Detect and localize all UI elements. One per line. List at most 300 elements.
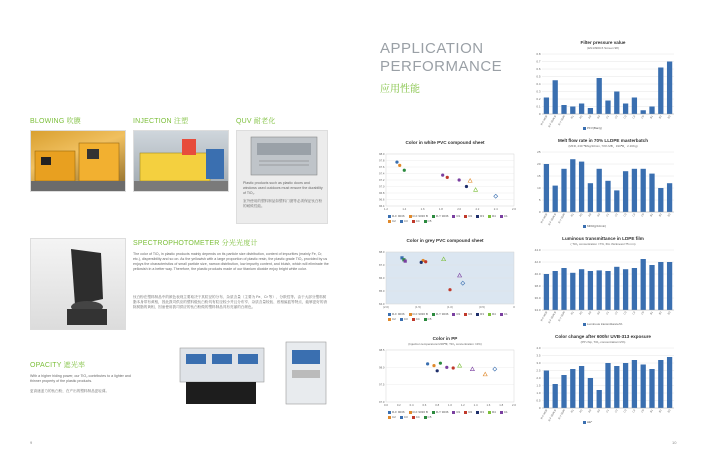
bar xyxy=(667,62,672,115)
x-tick-label: R1 xyxy=(570,213,575,218)
chart-title: Melt flow rate in 70% LLDPE masterbatch xyxy=(557,138,649,143)
legend-item xyxy=(409,410,428,414)
opacity-text-cn: 更高遮盖力的钛白粉，在产出的塑料制品更轻薄。 xyxy=(30,389,110,393)
y-tick-label: 4.0 xyxy=(536,346,541,350)
legend-item xyxy=(464,410,472,414)
legend-swatch xyxy=(424,416,427,419)
data-point xyxy=(439,362,442,365)
legend-item xyxy=(409,214,428,218)
x-tick-label: R4 xyxy=(596,311,602,316)
legend-swatch xyxy=(500,215,503,218)
legend-label: C4 xyxy=(415,415,420,419)
legend-label: C1 xyxy=(503,214,508,218)
injection-title: INJECTION 注塑 xyxy=(133,118,189,125)
data-point xyxy=(448,288,451,291)
bar xyxy=(614,366,619,408)
x-tick-label: C3 xyxy=(623,115,628,120)
bar xyxy=(570,107,575,115)
x-tick-label: R3 xyxy=(588,311,593,316)
bar xyxy=(641,259,646,310)
data-point xyxy=(458,178,461,181)
legend-label: R1 xyxy=(456,410,461,414)
bar xyxy=(553,80,558,114)
legend-swatch xyxy=(412,220,415,223)
data-point xyxy=(403,169,406,172)
legend-label: C2 xyxy=(392,219,396,223)
data-point xyxy=(465,185,468,188)
x-tick-label: R3 xyxy=(588,213,593,218)
x-tick-label: 0.0 xyxy=(384,403,388,407)
x-tick-label: R3 xyxy=(588,115,593,120)
legend-label: PFV(Bar/g) xyxy=(587,126,603,130)
legend-swatch xyxy=(488,215,491,218)
x-tick-label: C5 xyxy=(640,409,646,414)
legend-label: R2 xyxy=(468,410,473,414)
y-tick-label: 0.2 xyxy=(536,97,541,101)
bar xyxy=(544,98,549,115)
x-tick-label: R2 xyxy=(579,213,584,218)
y-tick-label: 0.5 xyxy=(536,74,541,79)
legend-swatch xyxy=(409,215,412,218)
right-page-number: 10 xyxy=(672,440,677,445)
x-tick-label: R-F 9036 B xyxy=(547,115,558,128)
x-tick-label: C3 xyxy=(623,213,628,218)
legend-swatch xyxy=(400,220,403,223)
legend-item xyxy=(388,312,405,316)
bar xyxy=(579,269,584,310)
bar xyxy=(579,104,584,115)
y-tick-label: 97.0 xyxy=(379,184,385,189)
x-tick-label: 0.8 xyxy=(435,403,440,407)
bar xyxy=(641,365,646,409)
legend-item xyxy=(424,317,432,321)
x-tick-label: C3 xyxy=(623,409,628,414)
bar xyxy=(632,169,637,212)
y-tick-label: 0 xyxy=(538,210,541,214)
bar xyxy=(605,101,610,115)
data-point xyxy=(398,164,401,167)
legend-label: C1 xyxy=(503,312,508,316)
chart-luminous-transmittance xyxy=(528,236,678,328)
x-tick-label: 2.0 xyxy=(512,403,516,407)
y-tick-label: 86.0 xyxy=(379,276,385,280)
bar xyxy=(614,92,619,115)
legend-swatch xyxy=(412,416,415,419)
legend-swatch xyxy=(464,313,467,316)
x-tick-label: 2.4 xyxy=(493,207,498,211)
x-tick-label: B2 xyxy=(658,409,663,414)
blowing-photo xyxy=(30,130,126,192)
y-tick-label: 96.4 xyxy=(379,204,385,208)
y-tick-label: 97.8 xyxy=(379,158,385,163)
y-tick-label: 34.0 xyxy=(534,308,541,312)
x-tick-label: R-F 9036 B xyxy=(547,409,558,422)
x-tick-label: R-Y 9036 xyxy=(557,311,566,322)
x-tick-label: B3 xyxy=(667,115,672,120)
legend-item xyxy=(388,415,396,419)
x-tick-label: (1.5) xyxy=(415,305,421,309)
bar xyxy=(588,271,593,310)
bar xyxy=(614,190,619,212)
data-point xyxy=(404,260,407,263)
chart-subtitle: ( TiO₂ concentration =7%, film thickness=75 mm) xyxy=(570,242,636,246)
legend-label: C4 xyxy=(415,317,420,321)
x-tick-label: B2 xyxy=(658,115,663,120)
x-tick-label: 0.4 xyxy=(409,403,414,407)
legend-label: R4 xyxy=(492,410,496,414)
data-point xyxy=(432,364,435,367)
chart-legend xyxy=(583,224,606,228)
legend-item xyxy=(464,312,472,316)
chart-title: Filter pressure value xyxy=(580,40,626,45)
chart-melt-flow xyxy=(528,138,678,230)
bar xyxy=(632,268,637,310)
legend-label: R-F 9036 B xyxy=(412,312,428,316)
legend-item xyxy=(500,410,508,414)
x-tick-label: C1 xyxy=(605,115,610,120)
legend-swatch xyxy=(583,225,586,228)
quv-text-en: Plastic products such as plastic doors and windows used outdoors must ensure the durability of TiO₂. xyxy=(243,181,323,195)
bar xyxy=(649,174,654,212)
data-point xyxy=(446,176,449,179)
x-tick-label: 1.4 xyxy=(402,207,407,211)
bar xyxy=(544,164,549,212)
plot-area xyxy=(386,350,514,402)
legend-swatch xyxy=(388,411,391,414)
legend-swatch xyxy=(476,215,479,218)
legend-item xyxy=(488,410,496,414)
y-tick-label: 96.8 xyxy=(379,191,385,195)
legend-label: R-Y 9036 xyxy=(435,312,449,316)
x-tick-label: B1 xyxy=(649,213,654,218)
chart-title: Color in grey PVC compound sheet xyxy=(406,238,484,243)
legend-item xyxy=(500,214,508,218)
x-tick-label: C1 xyxy=(605,409,610,414)
x-tick-label: R1 xyxy=(570,115,575,120)
x-tick-label: R-F 9036 xyxy=(540,311,549,322)
legend-swatch xyxy=(488,411,491,414)
legend-item xyxy=(388,214,405,218)
opacity-meter-illustration xyxy=(176,340,332,410)
legend-item xyxy=(583,322,622,326)
x-tick-label: B3 xyxy=(667,311,672,316)
x-tick-label: B3 xyxy=(667,213,672,218)
quv-tester-illustration xyxy=(237,131,329,179)
legend-label: R-F 9036 xyxy=(392,214,405,218)
y-tick-label: 2.0 xyxy=(536,376,541,380)
chart-title: Luminous transmittance in LDPE film xyxy=(562,236,644,241)
y-tick-label: 84.0 xyxy=(379,302,385,306)
bar xyxy=(649,107,654,115)
chart-subtitle: (PP chip, TiO₂ concentration=2%) xyxy=(580,340,626,344)
y-tick-label: 0.8 xyxy=(536,52,541,56)
bar xyxy=(544,371,549,409)
legend-item xyxy=(400,219,408,223)
legend-label: R3 xyxy=(480,214,485,218)
legend-swatch xyxy=(400,318,403,321)
x-tick-label: R1 xyxy=(570,409,575,414)
opacity-title: OPACITY 遮光率 xyxy=(30,362,86,369)
y-tick-label: 5 xyxy=(538,198,541,202)
x-tick-label: B1 xyxy=(649,409,654,414)
legend-label: R2 xyxy=(468,312,473,316)
x-tick-label: 2.2 xyxy=(475,207,480,211)
x-tick-label: B1 xyxy=(649,115,654,120)
legend-label: ΔE* xyxy=(587,420,593,424)
bar xyxy=(553,271,558,310)
bar xyxy=(641,110,646,114)
x-tick-label: R2 xyxy=(579,115,584,120)
x-tick-label: R3 xyxy=(588,409,593,414)
spectro-title: SPECTROPHOTOMETER 分光光度计 xyxy=(133,240,258,247)
legend-label: C4 xyxy=(415,219,420,223)
spectro-photo xyxy=(30,238,126,330)
x-tick-label: R-F 9036 B xyxy=(547,311,558,324)
bar xyxy=(623,171,628,212)
legend-label: R3 xyxy=(480,410,485,414)
blowing-machine-illustration xyxy=(31,131,126,192)
bar-chart-svg xyxy=(528,40,678,132)
legend-label: R2 xyxy=(468,214,473,218)
legend-label: C3 xyxy=(403,219,408,223)
x-tick-label: 1.8 xyxy=(499,403,504,407)
legend-swatch xyxy=(583,421,586,424)
legend-swatch xyxy=(476,313,479,316)
y-tick-label: 0.4 xyxy=(536,82,541,86)
x-tick-label: R-F 9036 xyxy=(540,115,549,126)
bar xyxy=(667,357,672,408)
legend-item xyxy=(432,410,449,414)
legend-label: C1 xyxy=(503,410,508,414)
bar-chart-svg xyxy=(528,236,678,328)
x-tick-label: 1.2 xyxy=(384,207,388,211)
y-tick-label: 1.5 xyxy=(536,383,541,388)
legend-swatch xyxy=(409,313,412,316)
data-point xyxy=(420,261,423,264)
x-tick-label: C3 xyxy=(623,311,628,316)
legend-item xyxy=(412,415,420,419)
x-tick-label: C4 xyxy=(632,115,637,120)
chart-subtitle: (MFR, 230 ℃/kg/10min, 70% MB，190℃，2.16Kg) xyxy=(568,144,638,148)
x-tick-label: C1 xyxy=(605,213,610,218)
chart-legend xyxy=(388,410,516,419)
y-tick-label: 97.5 xyxy=(379,382,385,387)
bar xyxy=(561,105,566,114)
bar xyxy=(623,363,628,408)
y-tick-label: 38.0 xyxy=(534,284,541,288)
data-point xyxy=(424,260,427,263)
bar xyxy=(588,108,593,114)
y-tick-label: 98.0 xyxy=(379,152,385,156)
x-tick-label: R4 xyxy=(596,115,602,120)
x-tick-label: (2.0) xyxy=(383,305,389,309)
bar xyxy=(570,273,575,310)
legend-label: C3 xyxy=(403,317,408,321)
legend-item xyxy=(388,410,405,414)
legend-item xyxy=(400,415,408,419)
legend-label: R-Y 9036 xyxy=(435,214,449,218)
injection-photo xyxy=(133,130,229,192)
y-tick-label: 88.0 xyxy=(379,250,385,254)
y-tick-label: 96.6 xyxy=(379,197,385,202)
bar-chart-svg xyxy=(528,138,678,230)
chart-title: Color change after 600hr UVB-313 exposure xyxy=(555,334,651,339)
bar xyxy=(553,384,558,408)
x-tick-label: R4 xyxy=(596,213,602,218)
legend-swatch xyxy=(388,416,391,419)
chart-white-pvc xyxy=(370,140,520,232)
legend-swatch xyxy=(388,313,391,316)
legend-label: R4 xyxy=(492,312,496,316)
bar xyxy=(632,98,637,115)
y-tick-label: 0.3 xyxy=(536,89,541,94)
x-tick-label: C2 xyxy=(614,409,619,414)
legend-item xyxy=(412,219,420,223)
data-point xyxy=(441,174,444,177)
heading-cn: 应用性能 xyxy=(380,84,420,95)
x-tick-label: R-Y 9036 xyxy=(557,213,566,224)
legend-swatch xyxy=(583,127,586,130)
bar xyxy=(597,270,602,310)
bar xyxy=(614,267,619,310)
legend-label: C5 xyxy=(427,317,432,321)
legend-label: Luminous transmittance/% xyxy=(587,322,623,326)
chart-pp xyxy=(370,336,520,428)
bar xyxy=(623,104,628,115)
bar xyxy=(544,274,549,310)
legend-swatch xyxy=(432,313,435,316)
bar xyxy=(605,363,610,408)
chart-grey-pvc xyxy=(370,238,520,330)
legend-item xyxy=(432,214,449,218)
legend-swatch xyxy=(464,215,467,218)
y-tick-label: 0.5 xyxy=(536,398,541,403)
x-tick-label: R-Y 9036 xyxy=(557,409,566,420)
data-point xyxy=(445,366,448,369)
x-tick-label: B1 xyxy=(649,311,654,316)
data-point xyxy=(436,369,439,372)
bar xyxy=(561,268,566,310)
x-tick-label: C1 xyxy=(605,311,610,316)
legend-swatch xyxy=(388,318,391,321)
chart-filter-pressure xyxy=(528,40,678,132)
x-tick-label: C2 xyxy=(614,115,619,120)
x-tick-label: C4 xyxy=(632,213,637,218)
legend-item xyxy=(488,214,496,218)
legend-swatch xyxy=(432,215,435,218)
bar xyxy=(658,262,663,310)
y-tick-label: 0.7 xyxy=(536,59,541,64)
y-tick-label: 10 xyxy=(537,186,541,190)
bar xyxy=(579,366,584,408)
y-tick-label: 1.0 xyxy=(536,391,541,395)
bar xyxy=(579,162,584,212)
x-tick-label: (1.0) xyxy=(447,305,453,309)
legend-label: R-F 9036 xyxy=(392,410,405,414)
bar xyxy=(588,183,593,212)
bar xyxy=(588,378,593,408)
legend-swatch xyxy=(388,215,391,218)
legend-swatch xyxy=(388,220,391,223)
legend-item xyxy=(476,214,484,218)
bar xyxy=(597,390,602,408)
y-tick-label: 97.4 xyxy=(379,171,385,176)
bar-chart-svg xyxy=(528,334,678,426)
x-tick-label: C4 xyxy=(632,311,637,316)
y-tick-label: 40.0 xyxy=(534,272,541,276)
y-tick-label: 85.0 xyxy=(379,289,385,293)
x-tick-label: 2.6 xyxy=(512,207,516,211)
bar xyxy=(649,369,654,408)
x-tick-label: 1.2 xyxy=(460,403,465,407)
x-tick-label: B2 xyxy=(658,311,663,316)
heading-line2: PERFORMANCE xyxy=(380,58,503,75)
y-tick-label: 42.0 xyxy=(534,260,541,264)
y-tick-label: 0.6 xyxy=(536,67,541,71)
y-tick-label: 97.2 xyxy=(379,178,385,182)
y-tick-label: 25 xyxy=(537,150,541,154)
legend-item xyxy=(400,317,408,321)
legend-swatch xyxy=(452,215,455,218)
x-tick-label: B2 xyxy=(658,213,663,218)
legend-label: MFR(g/10min) xyxy=(587,224,607,228)
y-tick-label: 0 xyxy=(538,112,541,116)
legend-swatch xyxy=(500,411,503,414)
bar xyxy=(561,375,566,408)
legend-swatch xyxy=(400,416,403,419)
chart-legend xyxy=(583,420,592,424)
chart-legend xyxy=(388,312,516,321)
legend-label: R-Y 9036 xyxy=(435,410,449,414)
chart-legend xyxy=(583,126,602,130)
chart-title: Color in PP xyxy=(432,336,458,341)
x-tick-label: C2 xyxy=(614,311,619,316)
x-tick-label: 0.2 xyxy=(396,403,401,407)
data-point xyxy=(426,362,429,365)
quv-title: QUV 耐老化 xyxy=(236,118,276,125)
legend-swatch xyxy=(500,313,503,316)
bar xyxy=(597,78,602,114)
x-tick-label: C5 xyxy=(640,115,646,120)
y-tick-label: 3.5 xyxy=(536,353,541,358)
x-tick-label: C2 xyxy=(614,213,619,218)
y-tick-label: 97.6 xyxy=(379,165,385,169)
x-tick-label: R-F 9036 xyxy=(540,213,549,224)
legend-label: C3 xyxy=(403,415,408,419)
legend-swatch xyxy=(488,313,491,316)
legend-item xyxy=(424,219,432,223)
x-tick-label: R4 xyxy=(596,409,602,414)
bar xyxy=(641,169,646,212)
chart-subtitle: (EN13900-5 Screen 98) xyxy=(587,46,619,50)
y-tick-label: 98.0 xyxy=(379,365,385,370)
spectrophotometer-illustration xyxy=(31,239,126,330)
legend-swatch xyxy=(424,318,427,321)
x-tick-label: R-F 9036 xyxy=(540,409,549,420)
legend-swatch xyxy=(583,323,586,326)
chart-legend xyxy=(388,214,516,223)
x-tick-label: C5 xyxy=(640,213,646,218)
x-tick-label: B3 xyxy=(667,409,672,414)
injection-machine-illustration xyxy=(134,131,229,192)
y-tick-label: 87.0 xyxy=(379,263,385,267)
x-tick-label: 1.0 xyxy=(448,403,452,407)
legend-label: C5 xyxy=(427,415,432,419)
blowing-title: BLOWING 吹膜 xyxy=(30,118,82,125)
x-tick-label: 1.6 xyxy=(420,207,425,211)
y-tick-label: 97.0 xyxy=(379,400,385,404)
legend-label: C2 xyxy=(392,317,396,321)
